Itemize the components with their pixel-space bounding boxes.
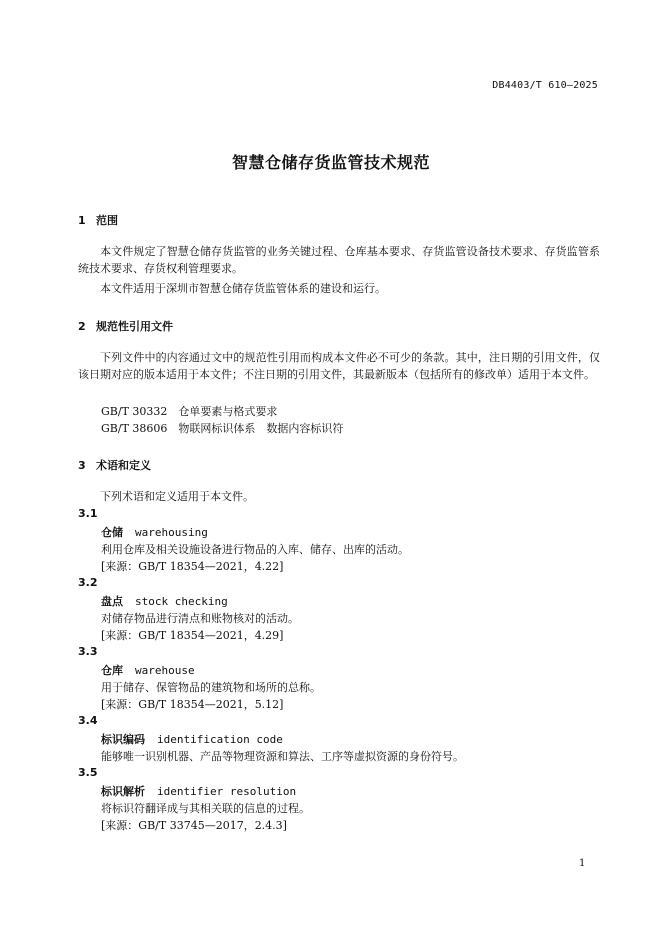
term-source: [来源：GB/T 18354—2021，5.12] xyxy=(101,698,284,711)
term-zh: 仓库 xyxy=(101,664,123,677)
term-name xyxy=(101,524,208,540)
section-title: 术语和定义 xyxy=(96,459,151,472)
term-definition: 利用仓库及相关设施设备进行物品的入库、储存、出库的活动。 xyxy=(101,543,409,556)
section-title: 规范性引用文件 xyxy=(96,320,173,333)
document-code: DB4403/T 610—2025 xyxy=(492,80,598,91)
page-title: 智慧仓储存货监管技术规范 xyxy=(231,153,430,172)
term-en: stock checking xyxy=(135,595,228,608)
term-zh: 标识解析 xyxy=(101,785,145,798)
term-number: 3.2 xyxy=(78,576,98,589)
term-definition: 能够唯一识别机器、产品等物理资源和算法、工序等虚拟资源的身份符号。 xyxy=(101,750,464,763)
term-definition: 用于储存、保管物品的建筑物和场所的总称。 xyxy=(101,681,321,694)
term-name xyxy=(101,731,283,747)
term-number: 3.3 xyxy=(78,645,98,658)
reference-item: GB/T 30332 仓单要素与格式要求 xyxy=(101,405,278,418)
section-number: 2 xyxy=(78,320,86,333)
term-definition: 对储存物品进行清点和账物核对的活动。 xyxy=(101,612,299,625)
term-zh: 盘点 xyxy=(101,595,123,608)
paragraph: 本文件适用于深圳市智慧仓储存货监管体系的建设和运行。 xyxy=(100,282,386,295)
paragraph: 下列文件中的内容通过文中的规范性引用而构成本文件必不可少的条款。其中，注日期的引用文件，仅该日期对应的版本适用于本文件；不注日期的引用文件，其最新版本（包括所有的修改单）适用于本文件。 xyxy=(78,351,600,381)
section-title: 范围 xyxy=(96,214,118,227)
term-number: 3.5 xyxy=(78,766,98,779)
section-heading-normative-references xyxy=(78,318,173,334)
term-number: 3.1 xyxy=(78,507,98,520)
paragraph: 下列术语和定义适用于本文件。 xyxy=(100,490,254,503)
term-en: warehousing xyxy=(135,526,208,539)
term-en: identification code xyxy=(157,733,283,746)
section-number: 3 xyxy=(78,459,86,472)
term-source: [来源：GB/T 33745—2017，2.4.3] xyxy=(101,819,287,832)
term-definition: 将标识符翻译成与其相关联的信息的过程。 xyxy=(101,802,310,815)
term-en: identifier resolution xyxy=(157,785,297,798)
reference-item: GB/T 38606 物联网标识体系 数据内容标识符 xyxy=(101,422,344,435)
term-name xyxy=(101,662,195,678)
term-number: 3.4 xyxy=(78,714,98,727)
section-heading-terms-and-definitions xyxy=(78,457,151,473)
section-number: 1 xyxy=(78,214,86,227)
term-name xyxy=(101,783,296,799)
term-source: [来源：GB/T 18354—2021，4.22] xyxy=(101,560,284,573)
term-zh: 标识编码 xyxy=(101,733,145,746)
paragraph: 本文件规定了智慧仓储存货监管的业务关键过程、仓库基本要求、存货监管设备技术要求、存货监管系统技术要求、存货权利管理要求。 xyxy=(78,245,600,275)
term-zh: 仓储 xyxy=(101,526,123,539)
page-number: 1 xyxy=(579,858,586,869)
term-en: warehouse xyxy=(135,664,195,677)
term-name xyxy=(101,593,228,609)
term-source: [来源：GB/T 18354—2021，4.29] xyxy=(101,629,284,642)
section-heading-scope xyxy=(78,212,118,228)
